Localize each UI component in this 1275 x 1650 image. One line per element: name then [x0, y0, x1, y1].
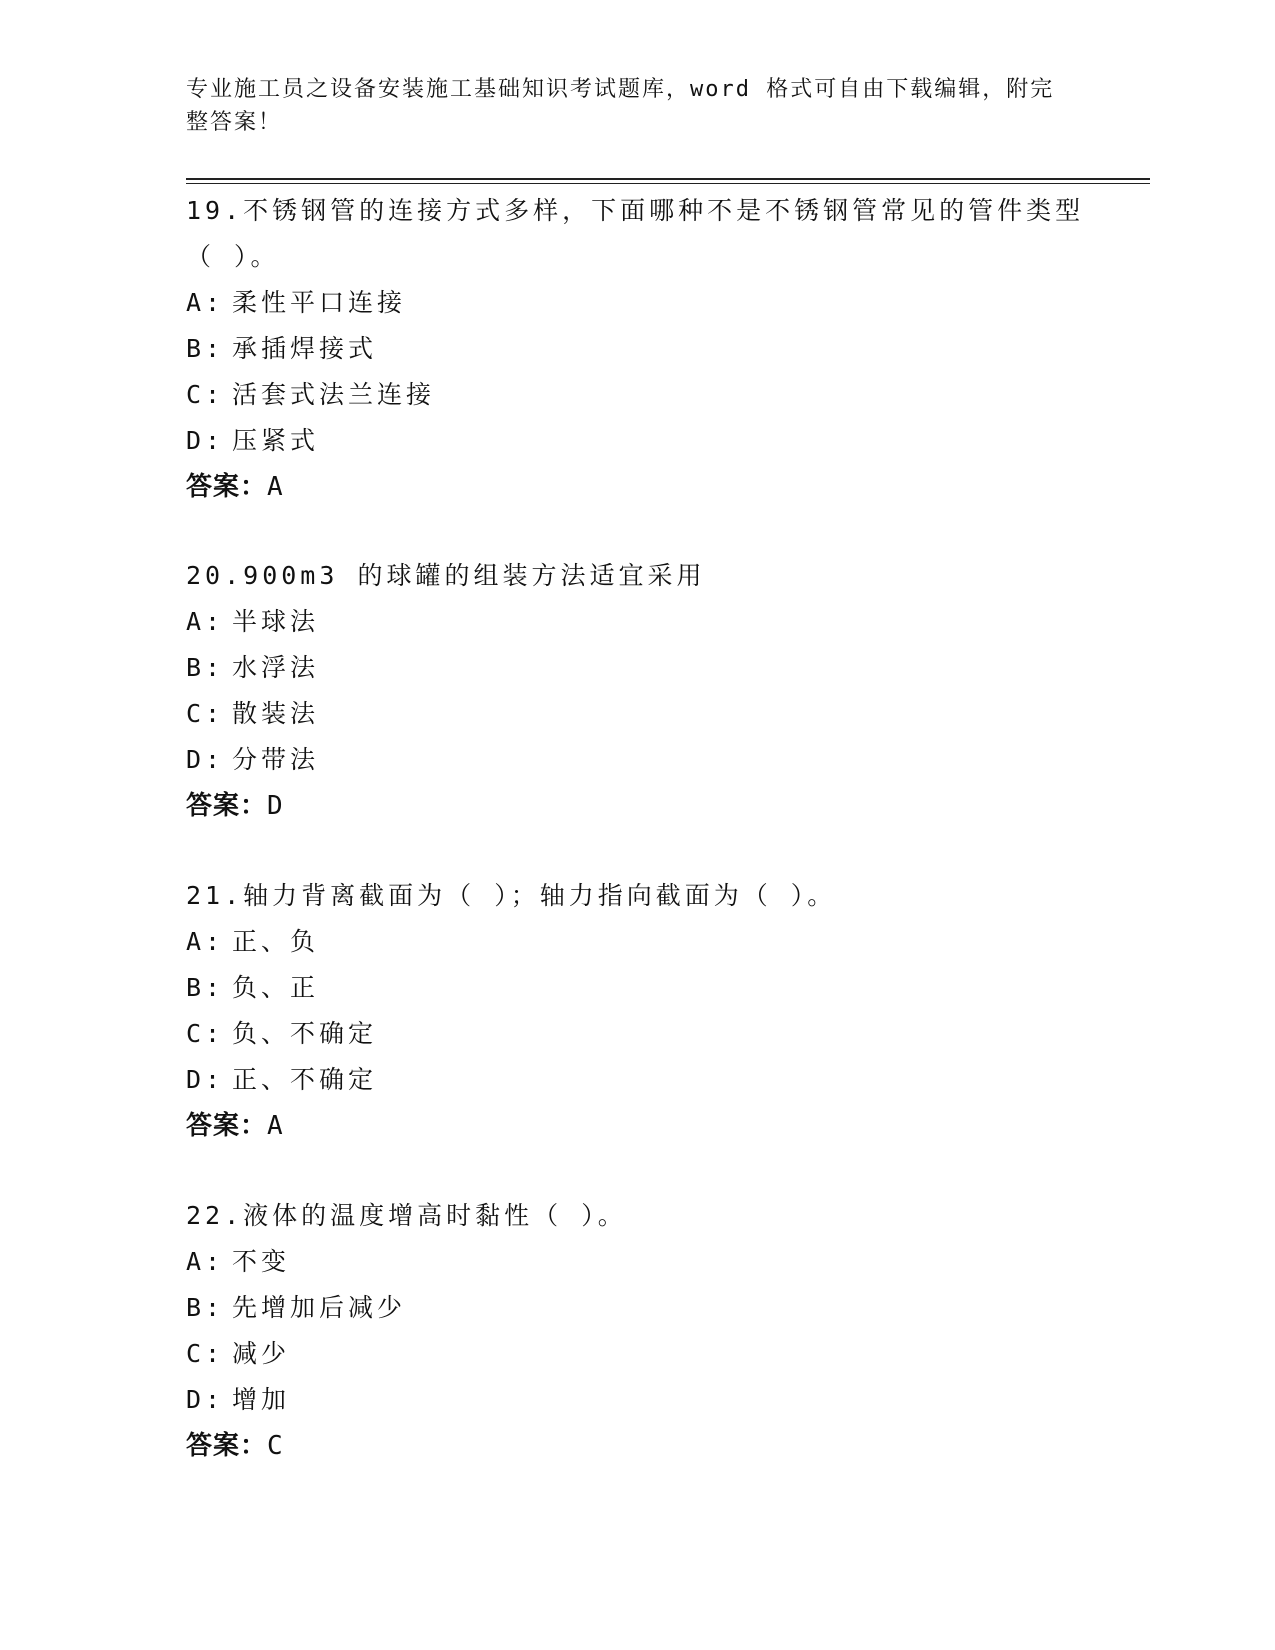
option-key: D:: [186, 426, 225, 455]
option-key: A:: [186, 927, 225, 956]
option-key: C:: [186, 380, 225, 409]
option-key: B:: [186, 653, 225, 682]
question-stem: 20.900m3 的球罐的组装方法适宜采用: [186, 561, 706, 590]
answer-line: [186, 1103, 1086, 1149]
answer-value: D: [267, 791, 284, 821]
option-text: 柔性平口连接: [232, 288, 407, 317]
option-text: 承插焊接式: [232, 334, 378, 363]
option-text: 半球法: [232, 607, 320, 636]
option-key: A:: [186, 607, 225, 636]
option-key: D:: [186, 1385, 225, 1414]
option-text: 负、不确定: [232, 1019, 378, 1048]
option-a: [186, 1239, 1086, 1285]
answer-label: 答案：: [186, 472, 268, 502]
answer-value: A: [267, 1111, 284, 1141]
question-stem: 22.液体的温度增高时黏性（ ）。: [186, 1201, 627, 1230]
option-key: A:: [186, 1247, 225, 1276]
answer-line: [186, 1423, 1086, 1469]
question-stem-continued: （ ）。: [186, 242, 280, 271]
option-d: [186, 737, 1086, 783]
option-text: 正、负: [232, 927, 320, 956]
option-key: B:: [186, 334, 225, 363]
option-key: C:: [186, 1339, 225, 1368]
option-text: 减少: [232, 1339, 291, 1368]
option-text: 负、正: [232, 973, 320, 1002]
header-divider-thick: [186, 178, 1150, 180]
header-divider-thin: [186, 183, 1150, 184]
option-b: [186, 645, 1086, 691]
option-text: 散装法: [232, 699, 320, 728]
option-key: C:: [186, 1019, 225, 1048]
question-21: [186, 873, 1086, 1149]
option-c: [186, 372, 1086, 418]
option-text: 压紧式: [232, 426, 320, 455]
answer-line: [186, 464, 1086, 510]
answer-value: C: [267, 1431, 284, 1461]
option-a: [186, 280, 1086, 326]
option-d: [186, 1057, 1086, 1103]
option-b: [186, 1285, 1086, 1331]
document-header: [186, 73, 1066, 139]
answer-label: 答案：: [186, 1111, 268, 1141]
option-text: 水浮法: [232, 653, 320, 682]
option-key: A:: [186, 288, 225, 317]
header-line-2: 整答案！: [186, 110, 283, 135]
answer-line: [186, 783, 1086, 829]
question-stem: 21.轴力背离截面为（ ）；轴力指向截面为（ ）。: [186, 881, 837, 910]
question-stem: 19.不锈钢管的连接方式多样，下面哪种不是不锈钢管常见的管件类型: [186, 196, 1085, 225]
option-text: 增加: [232, 1385, 291, 1414]
option-text: 正、不确定: [232, 1065, 378, 1094]
option-a: [186, 599, 1086, 645]
question-20: [186, 553, 1086, 829]
option-key: B:: [186, 973, 225, 1002]
option-text: 分带法: [232, 745, 320, 774]
option-c: [186, 691, 1086, 737]
option-b: [186, 965, 1086, 1011]
question-19: [186, 188, 1086, 510]
answer-value: A: [267, 472, 284, 502]
answer-label: 答案：: [186, 1431, 268, 1461]
option-c: [186, 1331, 1086, 1377]
option-text: 不变: [232, 1247, 291, 1276]
option-key: D:: [186, 1065, 225, 1094]
option-text: 先增加后减少: [232, 1293, 407, 1322]
option-key: C:: [186, 699, 225, 728]
option-d: [186, 1377, 1086, 1423]
option-text: 活套式法兰连接: [232, 380, 436, 409]
option-a: [186, 919, 1086, 965]
option-key: D:: [186, 745, 225, 774]
header-line-1: 专业施工员之设备安装施工基础知识考试题库，word 格式可自由下载编辑，附完: [186, 77, 1055, 102]
answer-label: 答案：: [186, 791, 268, 821]
option-c: [186, 1011, 1086, 1057]
option-d: [186, 418, 1086, 464]
option-b: [186, 326, 1086, 372]
option-key: B:: [186, 1293, 225, 1322]
question-22: [186, 1193, 1086, 1469]
